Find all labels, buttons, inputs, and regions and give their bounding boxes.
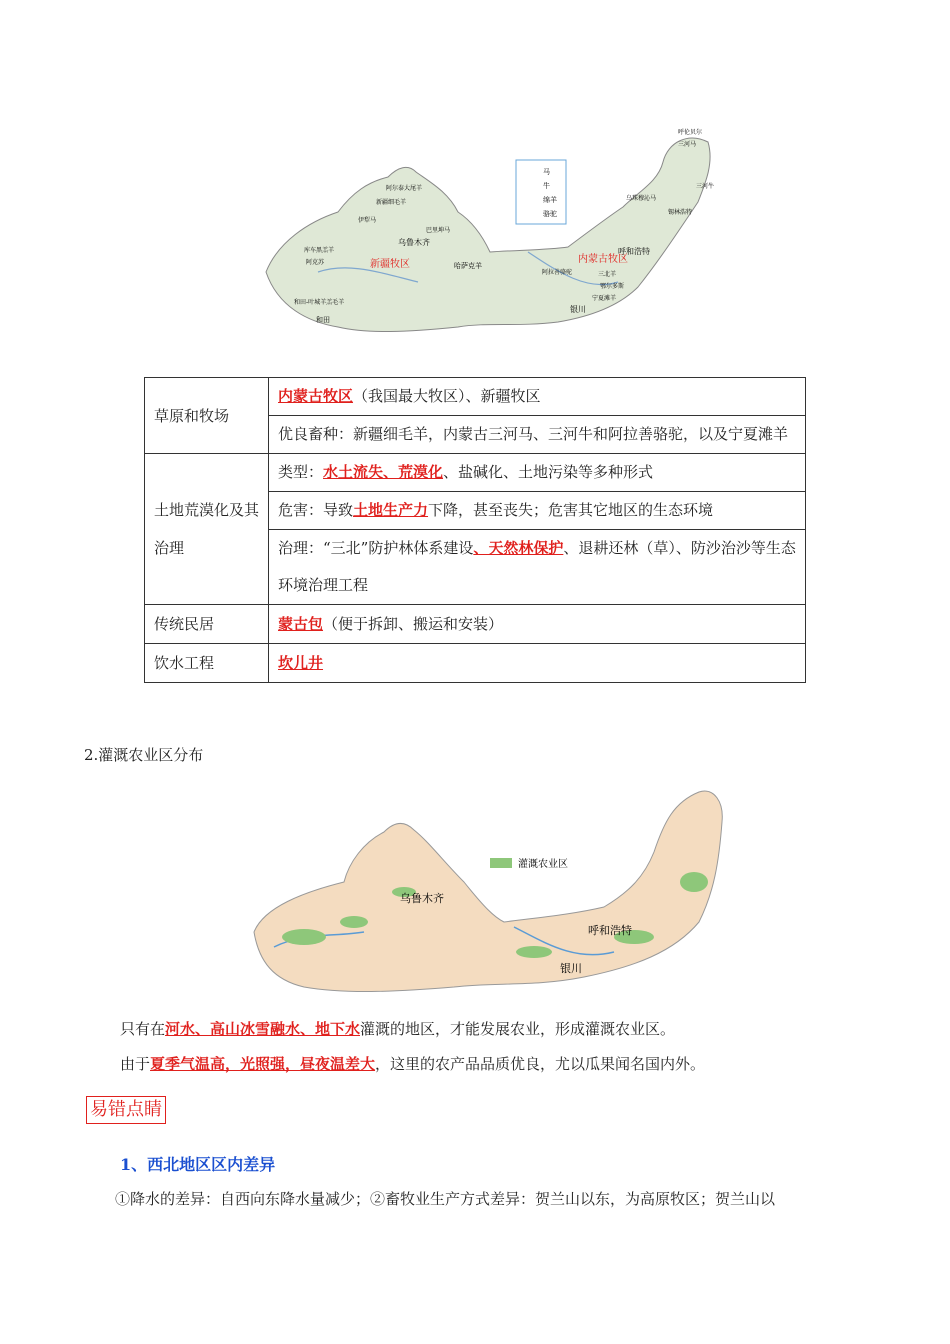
breed-label: 阿拉善骆驼	[542, 269, 573, 276]
breed-label: 伊犁马	[358, 217, 377, 224]
city-hohhot: 呼和浩特	[618, 247, 650, 256]
row-head-water: 饮水工程	[145, 644, 269, 683]
breed-label: 阿克苏	[306, 259, 325, 266]
city-yinchuan: 银川	[560, 962, 582, 975]
highlight: 坎儿井	[278, 653, 324, 672]
row-head-pasture: 草原和牧场	[145, 378, 269, 454]
city-hetian: 和田	[316, 316, 330, 324]
pastoral-region-map	[258, 122, 718, 340]
subsection-title: 1、西北地区区内差异	[120, 1155, 276, 1174]
breed-label: 阿尔泰大尾羊	[386, 185, 423, 192]
section-title: 2.灌溉农业区分布	[84, 746, 204, 764]
desert-type-cell: 类型：水土流失、荒漠化、盐碱化、土地污染等多种形式	[269, 454, 806, 492]
legend-horse: 马	[543, 168, 550, 176]
breed-label: 呼伦贝尔	[678, 129, 703, 136]
city-hohhot: 呼和浩特	[588, 924, 632, 937]
highlight: 夏季气温高，光照强，昼夜温差大	[150, 1055, 376, 1073]
row-head-dwelling: 传统民居	[145, 605, 269, 644]
breed-label: 三河牛	[696, 183, 715, 190]
city-yinchuan: 银川	[570, 305, 586, 314]
irrigation-condition-paragraph: 只有在河水、高山冰雪融水、地下水灌溉的地区，才能发展农业，形成灌溉农业区。	[120, 1020, 676, 1038]
breed-label: 新疆细毛羊	[376, 199, 407, 206]
northwest-features-table	[144, 377, 806, 683]
highlight: 、天然林保护	[473, 539, 564, 557]
breed-label: 和田-叶城羊羔毛羊	[294, 299, 345, 306]
breed-label: 鄂尔多斯	[600, 283, 625, 290]
breed-label: 宁夏滩羊	[592, 295, 617, 302]
breed-label: 巴里坤马	[426, 227, 451, 234]
highlight: 内蒙古牧区	[278, 387, 354, 405]
highlight: 河水、高山冰雪融水、地下水	[165, 1020, 361, 1038]
product-quality-paragraph: 由于夏季气温高，光照强，昼夜温差大，这里的农产品品质优良，尤以瓜果闻名国内外。	[120, 1055, 706, 1073]
pasture-regions-cell: 内蒙古牧区（我国最大牧区）、新疆牧区	[269, 378, 806, 416]
highlight: 蒙古包	[278, 614, 324, 633]
map2-legend	[490, 857, 568, 870]
fine-breeds-cell: 优良畜种：新疆细毛羊，内蒙古三河马、三河牛和阿拉善骆驼，以及宁夏滩羊	[269, 416, 806, 454]
highlight: 土地生产力	[353, 501, 429, 519]
label-neimenggu-pasture: 内蒙古牧区	[578, 254, 628, 265]
breed-label: 锡林浩特	[668, 209, 693, 216]
highlight: 水土流失、荒漠化	[323, 463, 444, 481]
legend-sheep: 绵羊	[543, 196, 557, 204]
water-project-cell	[269, 644, 806, 683]
city-urumqi: 乌鲁木齐	[398, 238, 430, 247]
row-head-desertification: 土地荒漠化及其治理	[145, 454, 269, 605]
label-xinjiang-pasture: 新疆牧区	[370, 259, 410, 270]
map1-legend	[516, 160, 566, 224]
desert-treatment-cell: 治理：“三北”防护林体系建设、天然林保护、退耕还林（草）、防沙治沙等生态环境治理工程	[269, 530, 806, 605]
breed-label: 库车黑羔羊	[304, 247, 335, 254]
breed-label: 三北羊	[598, 271, 617, 278]
breed-label: 三河马	[678, 141, 697, 148]
regional-differences-text: ①降水的差异：自西向东降水量减少；②畜牧业生产方式差异：贺兰山以东，为高原牧区；贺兰山以	[115, 1190, 776, 1208]
irrigation-region-map	[244, 782, 744, 996]
city-urumqi: 乌鲁木齐	[400, 892, 444, 905]
desert-harm-cell: 危害：导致土地生产力下降，甚至丧失；危害其它地区的生态环境	[269, 492, 806, 530]
dwelling-cell: 蒙古包（便于拆卸、搬运和安装）	[269, 605, 806, 644]
error-prone-badge: 易错点睛	[86, 1096, 166, 1124]
kazakh-sheep: 哈萨克羊	[454, 262, 482, 270]
legend-irrigation: 灌溉农业区	[518, 859, 568, 870]
legend-cattle: 牛	[543, 182, 550, 190]
breed-label: 乌珠穆沁马	[626, 195, 657, 202]
legend-camel: 骆驼	[543, 210, 557, 218]
